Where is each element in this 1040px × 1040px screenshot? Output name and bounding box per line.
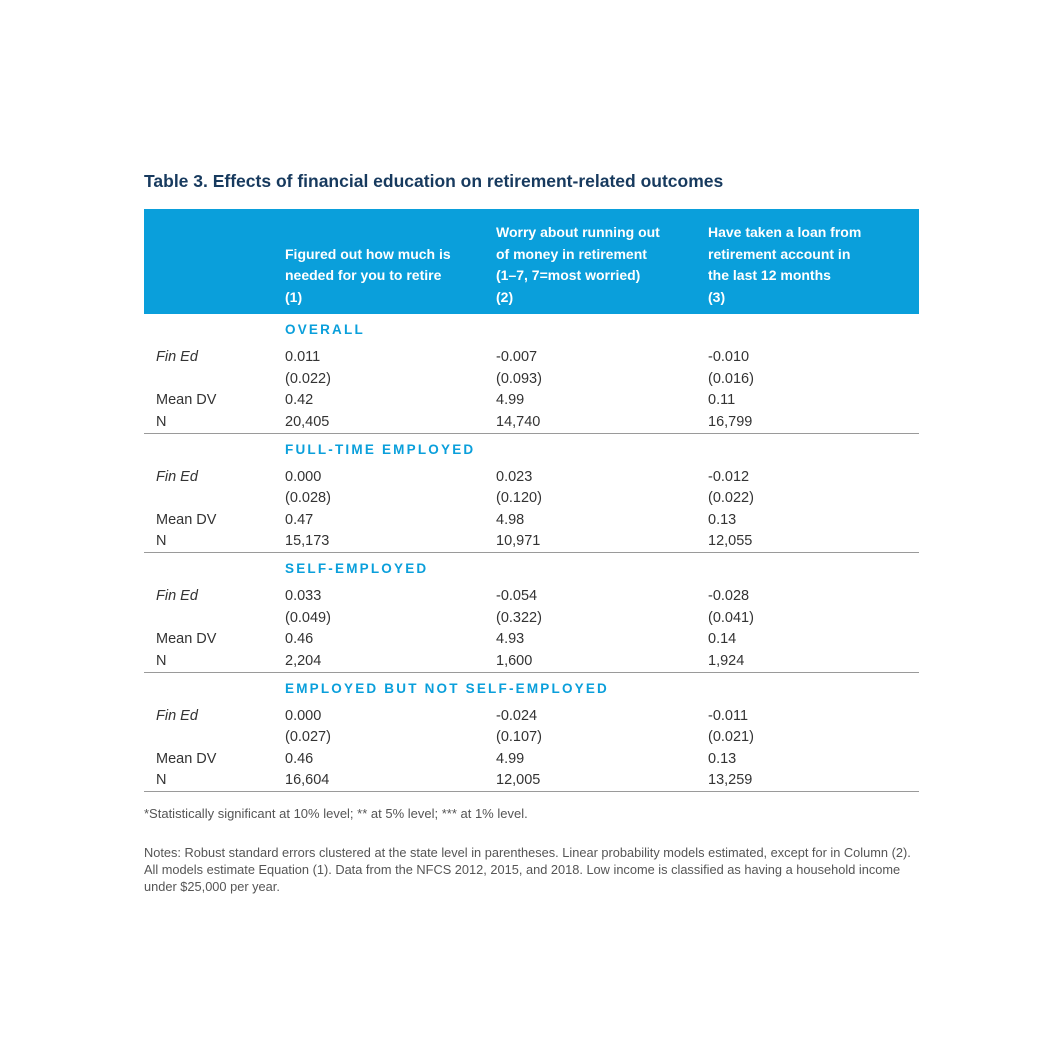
table-notes xyxy=(144,844,944,895)
table-row-fin-ed xyxy=(144,586,919,608)
section-title: EMPLOYED BUT NOT SELF-EMPLOYED xyxy=(285,680,610,696)
cell: 4.99 xyxy=(496,392,525,408)
column-header-line: Figured out how much is xyxy=(285,245,451,262)
cell: 0.000 xyxy=(285,707,322,724)
notes-line: Notes: Robust standard errors clustered at the state level in parentheses. Linear probability models estimated, except for in Column (2). xyxy=(144,845,911,860)
cell: (0.041) xyxy=(708,609,754,626)
section-overall xyxy=(144,314,919,434)
cell: 15,173 xyxy=(285,533,330,549)
cell: -0.028 xyxy=(708,588,750,604)
row-label: N xyxy=(156,413,167,430)
cell: -0.007 xyxy=(496,349,538,365)
column-header-line: (3) xyxy=(708,288,726,305)
cell: 0.42 xyxy=(285,392,314,408)
cell: 0.47 xyxy=(285,511,314,528)
results-table xyxy=(144,209,919,792)
cell: (0.016) xyxy=(708,370,754,387)
cell: (0.322) xyxy=(496,609,542,626)
cell: 0.13 xyxy=(708,511,737,528)
cell: 1,924 xyxy=(708,652,745,669)
cell: 0.011 xyxy=(285,349,321,365)
table-row-mean-dv xyxy=(144,510,919,532)
cell: 0.46 xyxy=(285,631,314,647)
table-row-mean-dv xyxy=(144,390,919,412)
cell: (0.107) xyxy=(496,729,542,745)
cell: 1,600 xyxy=(496,652,533,669)
section-employed-not-self-employed xyxy=(144,673,919,793)
cell: (0.027) xyxy=(285,729,331,745)
cell: (0.028) xyxy=(285,490,331,506)
section-title: OVERALL xyxy=(285,322,365,337)
table-row-se xyxy=(144,727,919,749)
section-title: SELF-EMPLOYED xyxy=(285,561,429,576)
row-label: Mean DV xyxy=(156,750,217,767)
cell: -0.024 xyxy=(496,707,538,724)
cell: 0.13 xyxy=(708,750,737,767)
table-row-se xyxy=(144,488,919,510)
significance-footnote: *Statistically significant at 10% level; ** at 5% level; *** at 1% level. xyxy=(144,806,528,821)
column-header-line: (1–7, 7=most worried) xyxy=(496,267,641,283)
cell: 0.023 xyxy=(496,468,533,485)
row-label: Fin Ed xyxy=(156,588,198,604)
cell: 0.000 xyxy=(285,468,322,485)
cell: 13,259 xyxy=(708,772,753,788)
cell: 16,799 xyxy=(708,413,753,430)
column-header-line: (1) xyxy=(285,288,303,305)
cell: 14,740 xyxy=(496,413,541,430)
table-row-se xyxy=(144,608,919,630)
section-title: FULL-TIME EMPLOYED xyxy=(285,441,476,457)
cell: 0.14 xyxy=(708,631,737,647)
table-row-n xyxy=(144,412,919,434)
row-label: N xyxy=(156,772,167,788)
column-header-line: Worry about running out xyxy=(496,224,660,240)
table-row-se xyxy=(144,369,919,391)
cell: 12,055 xyxy=(708,533,753,549)
cell: 2,204 xyxy=(285,652,322,669)
column-header-line: needed for you to retire xyxy=(285,267,442,283)
column-header-line: (2) xyxy=(496,288,514,305)
row-label: N xyxy=(156,652,167,669)
column-header-3 xyxy=(708,222,861,308)
table-header xyxy=(144,209,919,314)
cell: (0.021) xyxy=(708,729,754,745)
cell: (0.093) xyxy=(496,370,542,387)
cell: -0.010 xyxy=(708,349,750,365)
cell: 10,971 xyxy=(496,533,541,549)
notes-line: under $25,000 per year. xyxy=(144,879,280,894)
table-row-n xyxy=(144,651,919,673)
cell: -0.012 xyxy=(708,468,750,485)
table-row-mean-dv xyxy=(144,749,919,771)
row-label: Fin Ed xyxy=(156,349,198,365)
section-self-employed xyxy=(144,553,919,673)
table-row-n xyxy=(144,770,919,792)
cell: (0.022) xyxy=(285,370,331,387)
row-label: Fin Ed xyxy=(156,468,198,485)
notes-line: All models estimate Equation (1). Data from the NFCS 2012, 2015, and 2018. Low income is classified as having a household income xyxy=(144,862,901,877)
cell: 20,405 xyxy=(285,413,330,430)
cell: (0.120) xyxy=(496,490,542,506)
cell: -0.011 xyxy=(708,707,749,724)
cell: -0.054 xyxy=(496,588,538,604)
cell: 0.033 xyxy=(285,588,322,604)
cell: 4.98 xyxy=(496,511,525,528)
cell: 16,604 xyxy=(285,772,330,788)
cell: 0.11 xyxy=(708,392,736,408)
row-label: Mean DV xyxy=(156,631,217,647)
column-header-line: the last 12 months xyxy=(708,267,831,283)
cell: 4.99 xyxy=(496,750,525,767)
cell: 4.93 xyxy=(496,631,525,647)
section-full-time-employed xyxy=(144,434,919,554)
row-label: Mean DV xyxy=(156,511,217,528)
cell: 12,005 xyxy=(496,772,541,788)
table-title: Table 3. Effects of financial education on retirement-related outcomes xyxy=(144,171,724,191)
table-row-mean-dv xyxy=(144,629,919,651)
table-row-fin-ed xyxy=(144,347,919,369)
row-label: N xyxy=(156,533,167,549)
table-row-fin-ed xyxy=(144,706,919,728)
column-header-1 xyxy=(285,244,451,309)
column-header-line: retirement account in xyxy=(708,245,851,262)
table-row-n xyxy=(144,531,919,553)
row-label: Mean DV xyxy=(156,392,217,408)
row-label: Fin Ed xyxy=(156,707,198,724)
column-header-line: of money in retirement xyxy=(496,245,647,262)
cell: (0.049) xyxy=(285,609,331,626)
table-row-fin-ed xyxy=(144,467,919,489)
cell: 0.46 xyxy=(285,750,314,767)
cell: (0.022) xyxy=(708,490,754,506)
column-header-2 xyxy=(496,222,660,308)
column-header-line: Have taken a loan from xyxy=(708,224,862,240)
